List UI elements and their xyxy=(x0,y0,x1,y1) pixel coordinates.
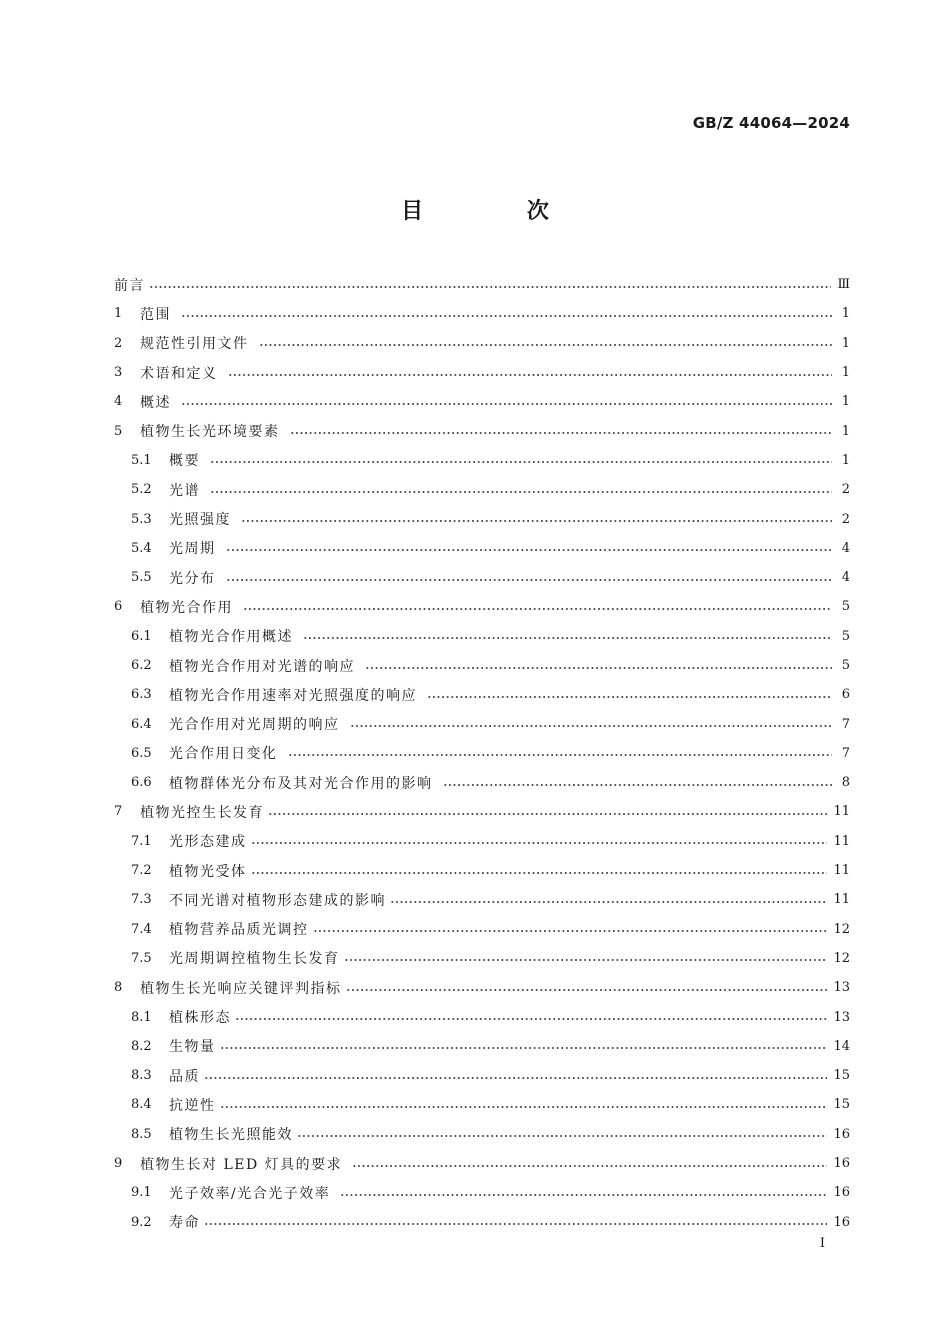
toc-entry-label: 植物营养品质光调控 xyxy=(169,922,309,939)
toc-entry-label: 生物量 xyxy=(169,1039,216,1056)
toc-dot-leader xyxy=(303,637,832,639)
table-of-contents xyxy=(114,270,850,1237)
toc-dot-leader xyxy=(204,1077,827,1079)
toc-entry-page: 1 xyxy=(841,335,850,351)
toc-entry-number: 6 xyxy=(114,599,123,615)
toc-entry[interactable] xyxy=(114,680,850,709)
toc-entry-number: 7.3 xyxy=(131,892,152,908)
toc-entry-page: 1 xyxy=(841,365,850,381)
toc-entry-page: 11 xyxy=(833,804,850,820)
toc-entry[interactable] xyxy=(114,504,850,533)
toc-entry-page: 16 xyxy=(833,1214,850,1230)
toc-entry-number: 6.4 xyxy=(131,716,152,732)
toc-entry-label: 光合作用对光周期的响应 xyxy=(169,717,340,734)
toc-entry-number: 8 xyxy=(114,980,123,996)
toc-entry-number: 5.3 xyxy=(131,511,152,527)
toc-dot-leader xyxy=(204,1223,827,1225)
toc-entry-label: 植物生长光响应关键评判指标 xyxy=(140,980,342,997)
toc-entry-label: 植物光控生长发育 xyxy=(140,804,264,821)
page-title: 目 次 xyxy=(401,198,597,224)
toc-entry-label: 抗逆性 xyxy=(169,1097,216,1114)
toc-entry[interactable] xyxy=(114,475,850,504)
toc-entry-number: 5.5 xyxy=(131,570,152,586)
toc-entry-page: 16 xyxy=(833,1185,850,1201)
toc-dot-leader xyxy=(210,461,832,463)
toc-entry-number: 1 xyxy=(114,306,123,322)
toc-entry-number: 5.4 xyxy=(131,540,152,556)
toc-dot-leader xyxy=(290,432,833,434)
toc-entry[interactable] xyxy=(114,797,850,826)
toc-dot-leader xyxy=(251,842,828,844)
toc-dot-leader xyxy=(251,872,828,874)
toc-entry[interactable] xyxy=(114,1178,850,1207)
toc-entry-number: 8.4 xyxy=(131,1097,152,1113)
toc-entry-number: 5.2 xyxy=(131,482,152,498)
toc-entry-number: 7.5 xyxy=(131,950,152,966)
toc-entry[interactable] xyxy=(114,622,850,651)
toc-entry[interactable] xyxy=(114,827,850,856)
toc-entry-number: 8.3 xyxy=(131,1068,152,1084)
toc-entry-number: 3 xyxy=(114,365,123,381)
toc-entry-number: 6.2 xyxy=(131,658,152,673)
toc-entry-number: 4 xyxy=(114,394,123,410)
toc-entry-page: 7 xyxy=(841,745,850,761)
toc-entry-number: 5 xyxy=(114,423,123,439)
toc-entry-page: 12 xyxy=(833,950,850,966)
toc-entry-number: 9.2 xyxy=(131,1214,152,1230)
toc-entry-label: 前言 xyxy=(114,277,145,294)
toc-entry[interactable] xyxy=(114,1149,850,1178)
toc-entry-label: 植物生长光环境要素 xyxy=(140,424,280,441)
toc-entry-label: 植物光受体 xyxy=(169,863,247,880)
toc-dot-leader xyxy=(149,286,831,288)
toc-entry-page: Ⅲ xyxy=(837,277,850,293)
toc-entry[interactable] xyxy=(114,709,850,738)
toc-entry-number: 2 xyxy=(114,335,123,351)
toc-entry[interactable] xyxy=(114,329,850,358)
toc-entry-page: 16 xyxy=(833,1156,850,1172)
toc-entry[interactable] xyxy=(114,446,850,475)
footer-page-number: I xyxy=(819,1236,825,1251)
toc-dot-leader xyxy=(220,1106,828,1108)
toc-entry-number: 7.4 xyxy=(131,921,152,937)
toc-entry-label: 光分布 xyxy=(169,570,216,587)
toc-dot-leader xyxy=(241,520,832,522)
toc-entry-label: 光子效率/光合光子效率 xyxy=(169,1185,331,1202)
toc-entry-page: 13 xyxy=(833,1009,850,1025)
toc-entry-number: 9 xyxy=(114,1156,123,1172)
toc-entry-number: 7.2 xyxy=(131,863,152,879)
toc-entry-label: 植物群体光分布及其对光合作用的影响 xyxy=(169,775,433,792)
toc-dot-leader xyxy=(228,374,833,376)
toc-entry[interactable] xyxy=(114,299,850,328)
toc-dot-leader xyxy=(344,959,828,961)
toc-entry-label: 光谱 xyxy=(169,482,200,499)
toc-entry[interactable] xyxy=(114,534,850,563)
toc-entry-label: 概要 xyxy=(169,453,200,470)
toc-entry-page: 1 xyxy=(841,452,850,468)
toc-entry[interactable] xyxy=(114,944,850,973)
toc-entry-page: 2 xyxy=(841,511,850,527)
toc-entry-label: 植物生长对 LED 灯具的要求 xyxy=(140,1156,343,1173)
toc-entry[interactable] xyxy=(114,1208,850,1237)
toc-dot-leader xyxy=(365,667,832,669)
toc-entry-page: 8 xyxy=(841,775,850,791)
toc-entry-number: 9.1 xyxy=(131,1185,152,1201)
toc-entry-label: 光合作用日变化 xyxy=(169,746,278,763)
toc-dot-leader xyxy=(427,696,832,698)
toc-dot-leader xyxy=(390,901,827,903)
toc-dot-leader xyxy=(235,1018,827,1020)
toc-entry[interactable] xyxy=(114,1032,850,1061)
toc-entry-label: 植物光合作用对光谱的响应 xyxy=(169,658,355,675)
toc-entry-page: 5 xyxy=(841,628,850,644)
toc-entry[interactable] xyxy=(114,358,850,387)
toc-entry[interactable] xyxy=(114,768,850,797)
toc-entry[interactable] xyxy=(114,973,850,1002)
toc-entry-label: 寿命 xyxy=(169,1215,200,1232)
toc-entry-number: 5.1 xyxy=(131,452,152,468)
toc-dot-leader xyxy=(259,344,833,346)
toc-entry-label: 光周期 xyxy=(169,541,216,558)
toc-entry-number: 6.3 xyxy=(131,687,152,703)
toc-entry-page: 14 xyxy=(833,1038,850,1054)
toc-dot-leader xyxy=(226,549,833,551)
toc-entry-label: 不同光谱对植物形态建成的影响 xyxy=(169,892,386,909)
toc-entry-page: 11 xyxy=(833,833,850,849)
toc-dot-leader xyxy=(352,1165,827,1167)
toc-dot-leader xyxy=(346,989,828,991)
toc-entry-label: 光周期调控植物生长发育 xyxy=(169,951,340,968)
toc-entry-label: 植物光合作用 xyxy=(140,599,233,616)
toc-dot-leader xyxy=(297,1135,827,1137)
toc-entry[interactable] xyxy=(114,1120,850,1149)
toc-dot-leader xyxy=(243,608,832,610)
toc-dot-leader xyxy=(181,315,832,317)
toc-entry-number: 6.6 xyxy=(131,775,152,791)
toc-entry-page: 12 xyxy=(833,921,850,937)
toc-entry-label: 植物光合作用概述 xyxy=(169,629,293,646)
toc-entry-label: 品质 xyxy=(169,1068,200,1085)
toc-entry-page: 5 xyxy=(841,658,850,673)
toc-entry-page: 16 xyxy=(833,1126,850,1142)
toc-dot-leader xyxy=(210,491,832,493)
toc-entry[interactable] xyxy=(114,270,850,299)
toc-entry[interactable] xyxy=(114,885,850,914)
toc-entry-page: 15 xyxy=(833,1068,850,1084)
toc-entry[interactable] xyxy=(114,1090,850,1119)
toc-entry-page: 4 xyxy=(841,540,850,556)
document-code: GB/Z 44064—2024 xyxy=(692,114,850,132)
toc-entry[interactable] xyxy=(114,856,850,885)
toc-entry-page: 6 xyxy=(841,687,850,703)
toc-entry-page: 11 xyxy=(833,892,850,908)
toc-entry-page: 15 xyxy=(833,1097,850,1113)
toc-entry-label: 术语和定义 xyxy=(140,365,218,382)
toc-entry-label: 植物光合作用速率对光照强度的响应 xyxy=(169,687,417,704)
toc-entry-page: 1 xyxy=(841,423,850,439)
toc-entry-number: 7.1 xyxy=(131,833,152,849)
toc-entry-page: 2 xyxy=(841,482,850,498)
toc-dot-leader xyxy=(340,1194,827,1196)
toc-dot-leader xyxy=(181,403,832,405)
toc-entry-page: 1 xyxy=(841,394,850,410)
toc-entry-page: 7 xyxy=(841,716,850,732)
toc-entry[interactable] xyxy=(114,416,850,445)
toc-entry[interactable] xyxy=(114,739,850,768)
toc-dot-leader xyxy=(268,813,827,815)
toc-entry[interactable] xyxy=(114,651,850,680)
toc-dot-leader xyxy=(226,579,833,581)
toc-dot-leader xyxy=(443,784,833,786)
toc-entry-page: 11 xyxy=(833,863,850,879)
toc-entry-page: 5 xyxy=(841,599,850,615)
toc-entry-number: 6.1 xyxy=(131,628,152,644)
toc-dot-leader xyxy=(220,1047,828,1049)
toc-entry-label: 光照强度 xyxy=(169,512,231,529)
toc-entry[interactable] xyxy=(114,1002,850,1031)
toc-entry-number: 8.5 xyxy=(131,1126,152,1142)
toc-entry-label: 植株形态 xyxy=(169,1010,231,1027)
toc-entry[interactable] xyxy=(114,1061,850,1090)
toc-entry-label: 植物生长光照能效 xyxy=(169,1127,293,1144)
toc-entry-number: 7 xyxy=(114,804,123,820)
toc-entry-label: 范围 xyxy=(140,306,171,323)
toc-dot-leader xyxy=(288,754,833,756)
toc-entry[interactable] xyxy=(114,563,850,592)
toc-dot-leader xyxy=(313,930,828,932)
toc-dot-leader xyxy=(350,725,833,727)
toc-entry-number: 8.1 xyxy=(131,1009,152,1025)
toc-entry-label: 概述 xyxy=(140,394,171,411)
toc-entry-label: 光形态建成 xyxy=(169,834,247,851)
toc-entry-page: 1 xyxy=(841,306,850,322)
toc-entry-label: 规范性引用文件 xyxy=(140,336,249,353)
toc-entry-number: 6.5 xyxy=(131,745,152,761)
toc-entry[interactable] xyxy=(114,915,850,944)
toc-entry[interactable] xyxy=(114,592,850,621)
toc-entry[interactable] xyxy=(114,387,850,416)
toc-entry-page: 13 xyxy=(833,980,850,996)
toc-entry-page: 4 xyxy=(841,570,850,586)
toc-entry-number: 8.2 xyxy=(131,1038,152,1054)
